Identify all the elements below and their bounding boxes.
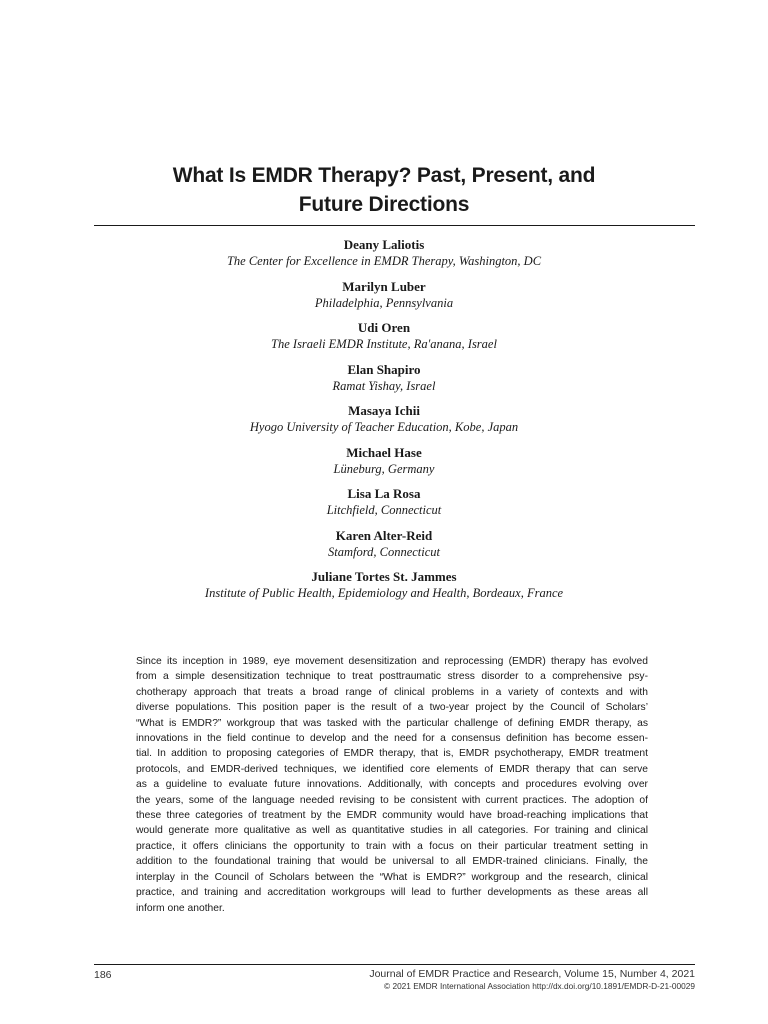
- author-name: Michael Hase: [346, 444, 422, 460]
- abstract-line: practice, it offers clinicians the opportunity to train with a focus on their particular treatment setting in: [136, 840, 648, 852]
- author-affiliation: The Center for Excellence in EMDR Therapy, Washington, DC: [226, 254, 542, 268]
- title-line-2: Future Directions: [298, 193, 470, 216]
- author-list: [84, 236, 684, 610]
- abstract-line: interplay in the Council of Scholars between the “What is EMDR?” workgroup and the research, clinical: [136, 871, 648, 883]
- author-affiliation: Litchfield, Connecticut: [326, 503, 442, 517]
- abstract-line: would generate more qualitative as well as quantitative studies in all categories. For training and clinical: [136, 825, 648, 837]
- page-number: 186: [94, 969, 112, 981]
- abstract-line: innovations in the field continue to develop and the need for a consensus definition has become essen-: [136, 733, 648, 745]
- title-line-1: What Is EMDR Therapy? Past, Present, and: [172, 164, 596, 187]
- abstract-line: “What is EMDR?” workgroup that was tasked with the particular challenge of defining EMDR therapy, as: [136, 717, 648, 729]
- author-entry: [84, 278, 684, 320]
- abstract-line: as a guideline to evaluate future innovations. Additionally, with concepts and procedures evolving over: [136, 779, 648, 791]
- author-name: Karen Alter-Reid: [335, 527, 433, 543]
- author-affiliation: Institute of Public Health, Epidemiology and Health, Bordeaux, France: [204, 586, 564, 600]
- author-affiliation: Stamford, Connecticut: [327, 544, 441, 559]
- author-entry: [84, 485, 684, 527]
- abstract-line: inform one another.: [136, 902, 225, 914]
- author-affiliation: The Israeli EMDR Institute, Ra'anana, Israel: [271, 337, 497, 351]
- author-name: Udi Oren: [357, 320, 411, 335]
- author-name: Deany Laliotis: [343, 237, 425, 252]
- author-affiliation: Ramat Yishay, Israel: [332, 378, 436, 393]
- copyright-doi: © 2021 EMDR International Association http://dx.doi.org/10.1891/EMDR-D-21-00029: [384, 981, 695, 991]
- abstract: [136, 654, 648, 916]
- abstract-line: protocols, and EMDR-derived techniques, we identified core elements of EMDR therapy that can serve: [136, 763, 648, 775]
- author-affiliation: Philadelphia, Pennsylvania: [314, 295, 454, 310]
- abstract-line: chotherapy approach that treats a broad range of clinical problems in a variety of contexts and with: [136, 686, 648, 698]
- journal-citation: Journal of EMDR Practice and Research, Volume 15, Number 4, 2021: [369, 968, 695, 980]
- footer-divider: [94, 964, 695, 965]
- abstract-line: tial. In addition to proposing categories of EMDR therapy, that is, EMDR psychotherapy, EMDR treatment: [136, 748, 648, 760]
- abstract-line: addition to the foundational training that would be universal to all EMDR-trained clinicians. Finally, the: [136, 856, 648, 868]
- author-name: Marilyn Luber: [342, 278, 426, 294]
- author-entry: [84, 361, 684, 403]
- author-affiliation: Lüneburg, Germany: [333, 461, 435, 476]
- author-entry: [84, 568, 684, 610]
- abstract-line: these three categories of treatment by the EMDR community would have broad-reaching implications that: [136, 810, 648, 822]
- author-entry: [84, 236, 684, 278]
- abstract-line: practice, and training and accreditation workgroups will lead to further developments as these areas all: [136, 887, 648, 899]
- author-name: Masaya Ichii: [348, 403, 420, 418]
- author-name: Lisa La Rosa: [347, 486, 421, 501]
- abstract-line: from a simple desensitization technique to treat posttraumatic stress disorder to a comprehensive psy-: [136, 671, 648, 683]
- paper-title: [84, 161, 684, 219]
- author-entry: [84, 444, 684, 486]
- author-entry: [84, 319, 684, 361]
- author-name: Elan Shapiro: [347, 361, 421, 377]
- abstract-line: Since its inception in 1989, eye movement desensitization and reprocessing (EMDR) therapy has evolved: [136, 656, 648, 667]
- author-affiliation: Hyogo University of Teacher Education, Kobe, Japan: [249, 420, 519, 434]
- author-entry: [84, 527, 684, 569]
- author-entry: [84, 402, 684, 444]
- author-name: Juliane Tortes St. Jammes: [311, 569, 457, 584]
- abstract-line: the years, some of the language needed revising to be consistent with current practices. The adoption of: [136, 794, 648, 806]
- abstract-line: diverse populations. This position paper is the result of a two-year project by the Council of Scholars’: [136, 702, 648, 714]
- title-divider: [94, 225, 695, 226]
